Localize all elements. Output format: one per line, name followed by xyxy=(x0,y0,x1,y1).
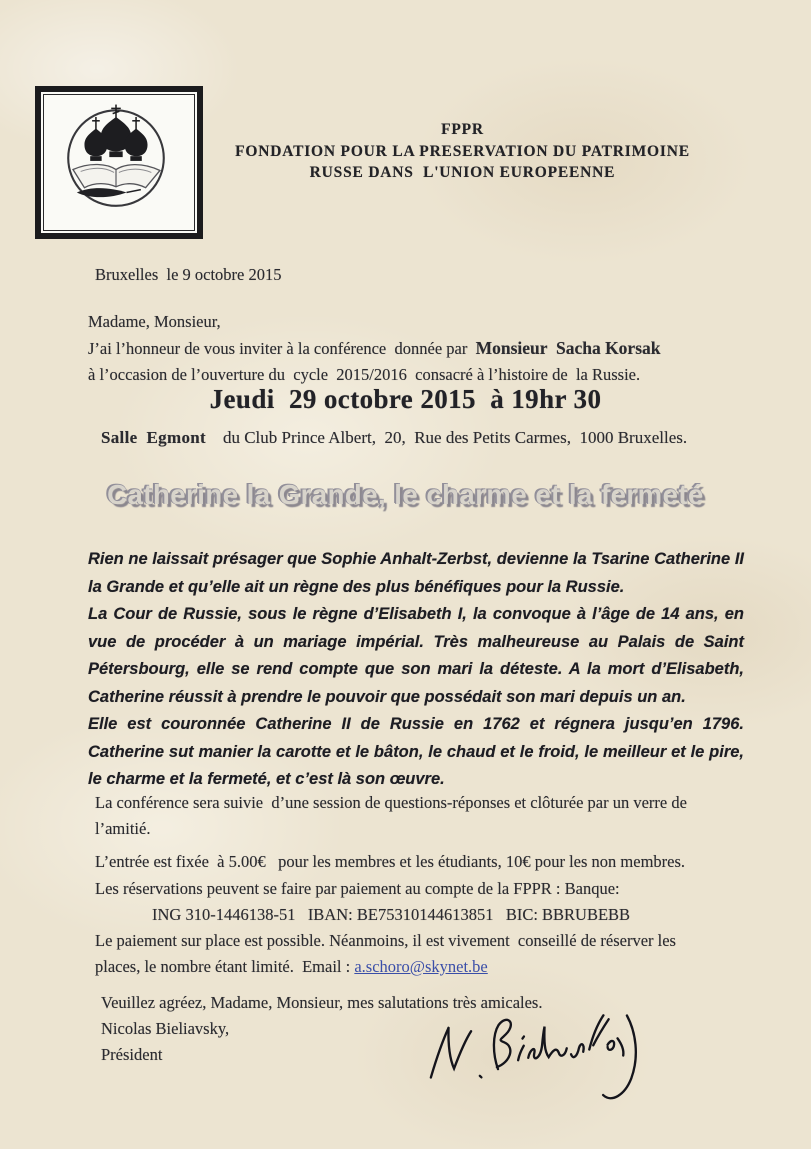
speaker-name: Monsieur Sacha Korsak xyxy=(475,338,661,358)
handwritten-signature xyxy=(416,996,660,1122)
valediction: Veuillez agréez, Madame, Monsieur, mes salutations très amicales. xyxy=(101,993,543,1012)
lecture-title: Catherine la Grande, le charme et la fermeté xyxy=(107,479,704,510)
event-datetime: Jeudi 29 octobre 2015 à 19hr 30 xyxy=(209,384,602,414)
org-acronym: FPPR xyxy=(441,121,484,138)
qna-line1: La conférence sera suivie d’une session de questions-réponses et clôturée par un verre de xyxy=(95,793,687,812)
abstract-paragraph-1: Rien ne laissait présager que Sophie Anhalt-Zerbst, devienne la Tsarine Catherine II la Grande et qu’elle ait un règne des plus bénéfiques pour la Russie. xyxy=(88,550,744,596)
invitation-line2: à l’occasion de l’ouverture du cycle 2015/2016 consacré à l’histoire de la Russie. xyxy=(88,365,641,384)
payment-line2-text: places, le nombre étant limité. Email : xyxy=(95,957,355,976)
venue-room: Salle Egmont xyxy=(101,428,206,447)
signer-name: Nicolas Bieliavsky, xyxy=(101,1019,230,1038)
signature-icon xyxy=(416,996,660,1122)
lecture-abstract xyxy=(88,546,744,794)
payment-line1: Le paiement sur place est possible. Néanmoins, il est vivement conseillé de réserver les xyxy=(95,931,676,950)
bank-details: ING 310-1446138-51 IBAN: BE75310144613851 BIC: BBRUBEBB xyxy=(152,905,631,924)
invitation-text: J’ai l’honneur de vous inviter à la conférence donnée par xyxy=(88,339,476,358)
qna-line2: l’amitié. xyxy=(95,819,151,838)
reservation-line: Les réservations peuvent se faire par paiement au compte de la FPPR : Banque: xyxy=(95,879,620,898)
salutation: Madame, Monsieur, xyxy=(88,312,221,331)
org-name-line2: RUSSE DANS L'UNION EUROPEENNE xyxy=(309,164,616,181)
letterhead xyxy=(215,119,710,184)
invitation-line1 xyxy=(88,335,661,362)
orthodox-domes-open-book-icon xyxy=(44,95,188,224)
fppr-logo xyxy=(35,86,203,239)
payment-line2 xyxy=(95,954,488,980)
dateline: Bruxelles le 9 octobre 2015 xyxy=(95,265,282,284)
pricing-line: L’entrée est fixée à 5.00€ pour les membres et les étudiants, 10€ pour les non membres. xyxy=(95,852,686,871)
venue-address: du Club Prince Albert, 20, Rue des Petits Carmes, 1000 Bruxelles. xyxy=(205,428,688,447)
org-name-line1: FONDATION POUR LA PRESERVATION DU PATRIMOINE xyxy=(235,142,690,160)
email-link[interactable]: a.schoro@skynet.be xyxy=(354,957,488,976)
abstract-paragraph-3: Elle est couronnée Catherine II de Russie en 1762 et régnera jusqu’en 1796. Catherine sut manier la carotte et le bâton, le chaud et le froid, le meilleur et le pire, le charme et la fermeté, et c’est là son œuvre. xyxy=(88,715,744,788)
abstract-paragraph-2: La Cour de Russie, sous le règne d’Elisabeth I, la convoque à l’âge de 14 ans, en vue de procéder à un mariage impérial. Très malheureuse au Palais de Saint Pétersbourg, elle se rend compte que son mari la déteste. A la mort d’Elisabeth, Catherine réussit à prendre le pouvoir que possédait son mari depuis un an. xyxy=(88,605,744,706)
event-venue xyxy=(101,425,687,451)
signer-title: Président xyxy=(101,1045,163,1064)
